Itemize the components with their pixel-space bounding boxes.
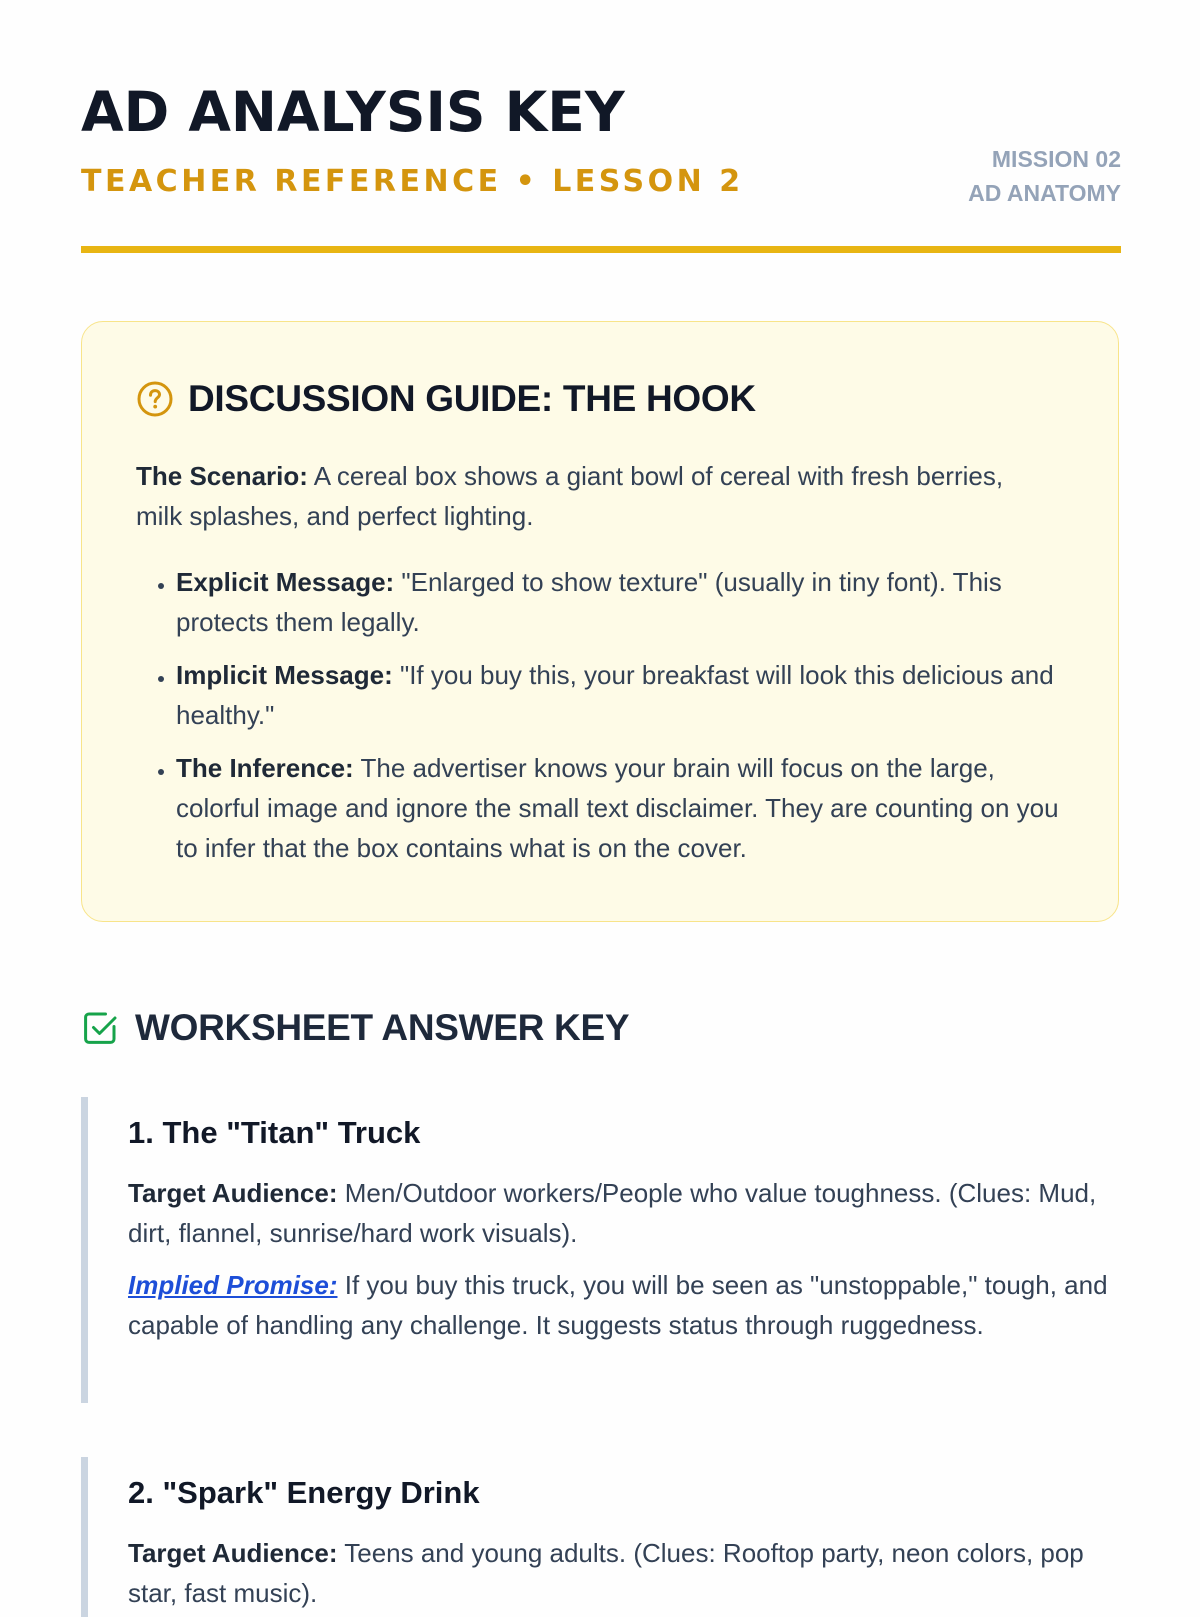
mission-label	[968, 142, 1121, 210]
header-divider	[81, 246, 1121, 253]
target-audience-text: Teens and young adults. (Clues: Rooftop party, neon colors, pop star, fast music).	[128, 1538, 1084, 1608]
question-circle-icon	[136, 380, 174, 418]
answer-title: 1. The "Titan" Truck	[128, 1115, 421, 1150]
implied-promise-text: If you buy this truck, you will be seen as "unstoppable," tough, and capable of handling any challenge. It suggests status through ruggedness.	[128, 1270, 1108, 1340]
worksheet-heading	[81, 1007, 629, 1049]
inference-label: The Inference:	[176, 753, 354, 783]
implied-promise-link[interactable]: Implied Promise:	[128, 1270, 338, 1300]
header	[81, 0, 1121, 254]
check-square-icon	[81, 1009, 119, 1047]
target-audience	[128, 1173, 1121, 1253]
mission-number: MISSION 02	[991, 146, 1121, 172]
target-audience-text: Men/Outdoor workers/People who value toughness. (Clues: Mud, dirt, flannel, sunrise/hard work visuals).	[128, 1178, 1097, 1248]
target-audience	[128, 1533, 1121, 1613]
discussion-guide-title: DISCUSSION GUIDE: THE HOOK	[188, 378, 756, 419]
target-audience-label: Target Audience:	[128, 1178, 338, 1208]
scenario-label: The Scenario:	[136, 461, 308, 491]
list-item	[176, 655, 1076, 735]
explicit-text: "Enlarged to show texture" (usually in tiny font). This protects them legally.	[176, 567, 1002, 637]
answer-card-energy-drink	[81, 1457, 1121, 1617]
worksheet-title: WORKSHEET ANSWER KEY	[135, 1007, 630, 1048]
discussion-guide-heading	[136, 378, 756, 420]
implicit-label: Implicit Message:	[176, 660, 393, 690]
target-audience-label: Target Audience:	[128, 1538, 338, 1568]
answer-title: 2. "Spark" Energy Drink	[128, 1475, 480, 1510]
page-subtitle: TEACHER REFERENCE • LESSON 2	[81, 164, 744, 199]
explicit-label: Explicit Message:	[176, 567, 395, 597]
page-title: AD ANALYSIS KEY	[81, 80, 625, 144]
list-item	[176, 562, 1076, 642]
scenario-text: A cereal box shows a giant bowl of cereal with fresh berries, milk splashes, and perfect lighting.	[136, 461, 1004, 531]
implicit-text: "If you buy this, your breakfast will look this delicious and healthy."	[176, 660, 1054, 730]
scenario-paragraph	[136, 456, 1036, 536]
document-page	[81, 0, 1121, 1608]
implied-promise	[128, 1265, 1121, 1345]
list-item	[176, 748, 1076, 868]
mission-topic: AD ANATOMY	[968, 180, 1121, 206]
message-list	[136, 562, 1076, 881]
answer-card-truck	[81, 1097, 1121, 1403]
inference-text: The advertiser knows your brain will focus on the large, colorful image and ignore the small text disclaimer. They are counting on you to infer that the box contains what is on the cover.	[176, 753, 1059, 863]
